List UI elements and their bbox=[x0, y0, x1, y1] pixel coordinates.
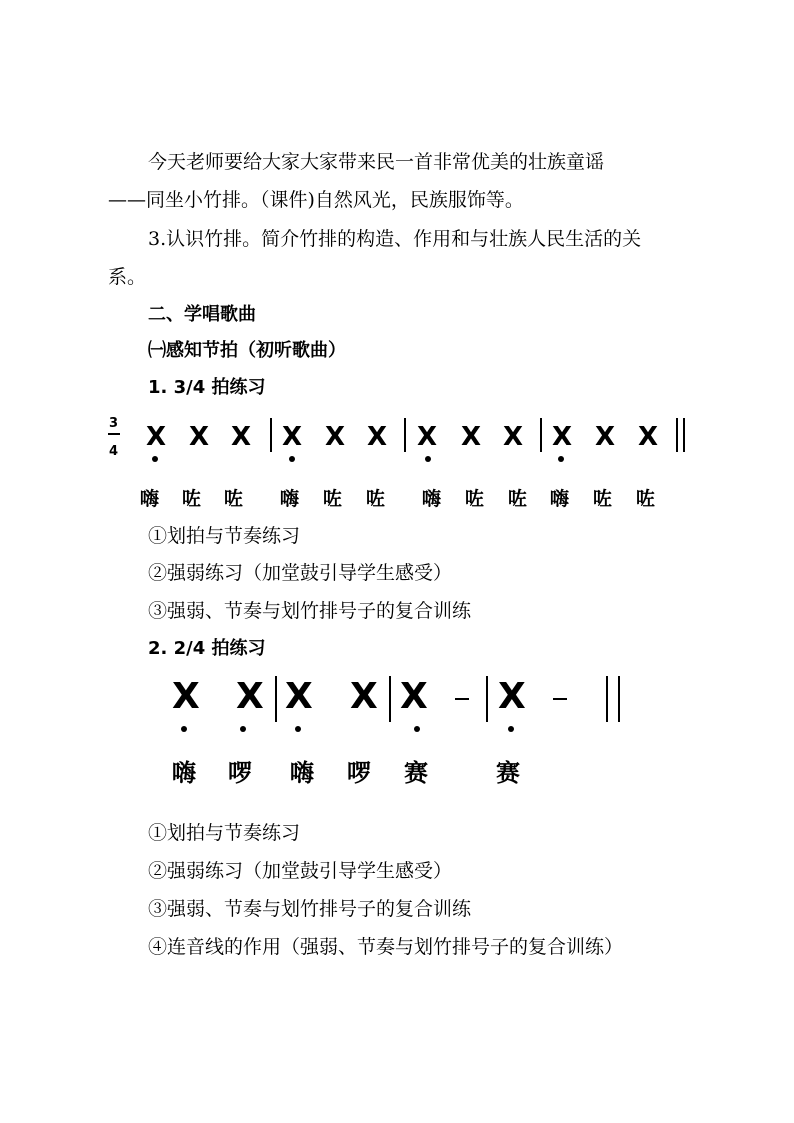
practice-item: ①划拍与节奏练习 bbox=[148, 822, 301, 844]
lyric-syllable: 赛 bbox=[496, 759, 520, 787]
lyric-syllable: 咗 bbox=[224, 488, 244, 510]
lyric-syllable: 咗 bbox=[465, 488, 485, 510]
lyric-syllable: 啰 bbox=[228, 759, 252, 787]
accent-dot bbox=[414, 726, 420, 732]
subsection-heading: ㈠感知节拍（初听歌曲） bbox=[148, 340, 346, 361]
intro-line-4: 系。 bbox=[108, 266, 147, 288]
note-x: X bbox=[350, 676, 378, 717]
bar-line bbox=[486, 676, 488, 722]
lyric-syllable: 嗨 bbox=[280, 488, 300, 510]
time-signature-denominator: 4 bbox=[109, 444, 119, 459]
lyric-syllable: 嗨 bbox=[550, 488, 570, 510]
note-x: X bbox=[417, 422, 438, 452]
extension-dash bbox=[553, 698, 567, 700]
final-bar-line-thin bbox=[676, 418, 678, 452]
practice-item: ③强弱、节奏与划竹排号子的复合训练 bbox=[148, 898, 472, 920]
final-bar-line-thin bbox=[606, 676, 608, 722]
lyric-syllable: 啰 bbox=[347, 759, 371, 787]
note-x: X bbox=[325, 422, 346, 452]
practice-item: ④连音线的作用（强弱、节奏与划竹排号子的复合训练） bbox=[148, 936, 624, 958]
accent-dot bbox=[558, 456, 564, 462]
lyric-syllable: 咗 bbox=[323, 488, 343, 510]
bar-line bbox=[270, 418, 272, 452]
note-x: X bbox=[595, 422, 616, 452]
accent-dot bbox=[289, 456, 295, 462]
note-x: X bbox=[285, 676, 313, 717]
note-x: X bbox=[172, 676, 200, 717]
lyric-syllable: 嗨 bbox=[290, 759, 314, 787]
note-x: X bbox=[282, 422, 303, 452]
lyric-syllable: 嗨 bbox=[140, 488, 160, 510]
intro-line-1: 今天老师要给大家大家带来民一首非常优美的壮族童谣 bbox=[148, 151, 605, 173]
practice-item: ①划拍与节奏练习 bbox=[148, 525, 301, 547]
accent-dot bbox=[508, 726, 514, 732]
practice-item: ②强弱练习（加堂鼓引导学生感受） bbox=[148, 860, 453, 882]
final-bar-line-thin bbox=[683, 418, 685, 452]
lyric-syllable: 嗨 bbox=[172, 759, 196, 787]
accent-dot bbox=[152, 456, 158, 462]
note-x: X bbox=[503, 422, 524, 452]
note-x: X bbox=[638, 422, 659, 452]
bar-line bbox=[540, 418, 542, 452]
bar-line bbox=[389, 676, 391, 722]
lyric-syllable: 赛 bbox=[404, 759, 428, 787]
bar-line bbox=[275, 676, 277, 722]
lyric-syllable: 咗 bbox=[636, 488, 656, 510]
practice-item: ③强弱、节奏与划竹排号子的复合训练 bbox=[148, 600, 472, 622]
extension-dash bbox=[455, 698, 469, 700]
note-x: X bbox=[367, 422, 388, 452]
section-heading: 二、学唱歌曲 bbox=[148, 304, 256, 325]
lyric-syllable: 咗 bbox=[593, 488, 613, 510]
item-3-4-heading: 1. 3/4 拍练习 bbox=[148, 377, 266, 398]
note-x: X bbox=[552, 422, 573, 452]
intro-line-3: 3.认识竹排。简介竹排的构造、作用和与壮族人民生活的关 bbox=[148, 228, 642, 250]
note-x: X bbox=[400, 676, 428, 717]
accent-dot bbox=[425, 456, 431, 462]
note-x: X bbox=[146, 422, 167, 452]
practice-item: ②强弱练习（加堂鼓引导学生感受） bbox=[148, 562, 453, 584]
note-x: X bbox=[231, 422, 252, 452]
item-2-4-heading: 2. 2/4 拍练习 bbox=[148, 638, 266, 659]
lyric-syllable: 嗨 bbox=[422, 488, 442, 510]
accent-dot bbox=[181, 726, 187, 732]
accent-dot bbox=[295, 726, 301, 732]
bar-line bbox=[404, 418, 406, 452]
final-bar-line-thin bbox=[618, 676, 620, 722]
time-signature-numerator: 3 bbox=[109, 416, 119, 431]
lyric-syllable: 咗 bbox=[366, 488, 386, 510]
accent-dot bbox=[240, 726, 246, 732]
lyric-syllable: 咗 bbox=[508, 488, 528, 510]
note-x: X bbox=[189, 422, 210, 452]
note-x: X bbox=[236, 676, 264, 717]
time-signature-bar bbox=[108, 433, 120, 435]
note-x: X bbox=[498, 676, 526, 717]
intro-line-2: ——同坐小竹排。（课件)自然风光，民族服饰等。 bbox=[108, 189, 524, 211]
lyric-syllable: 咗 bbox=[182, 488, 202, 510]
note-x: X bbox=[461, 422, 482, 452]
